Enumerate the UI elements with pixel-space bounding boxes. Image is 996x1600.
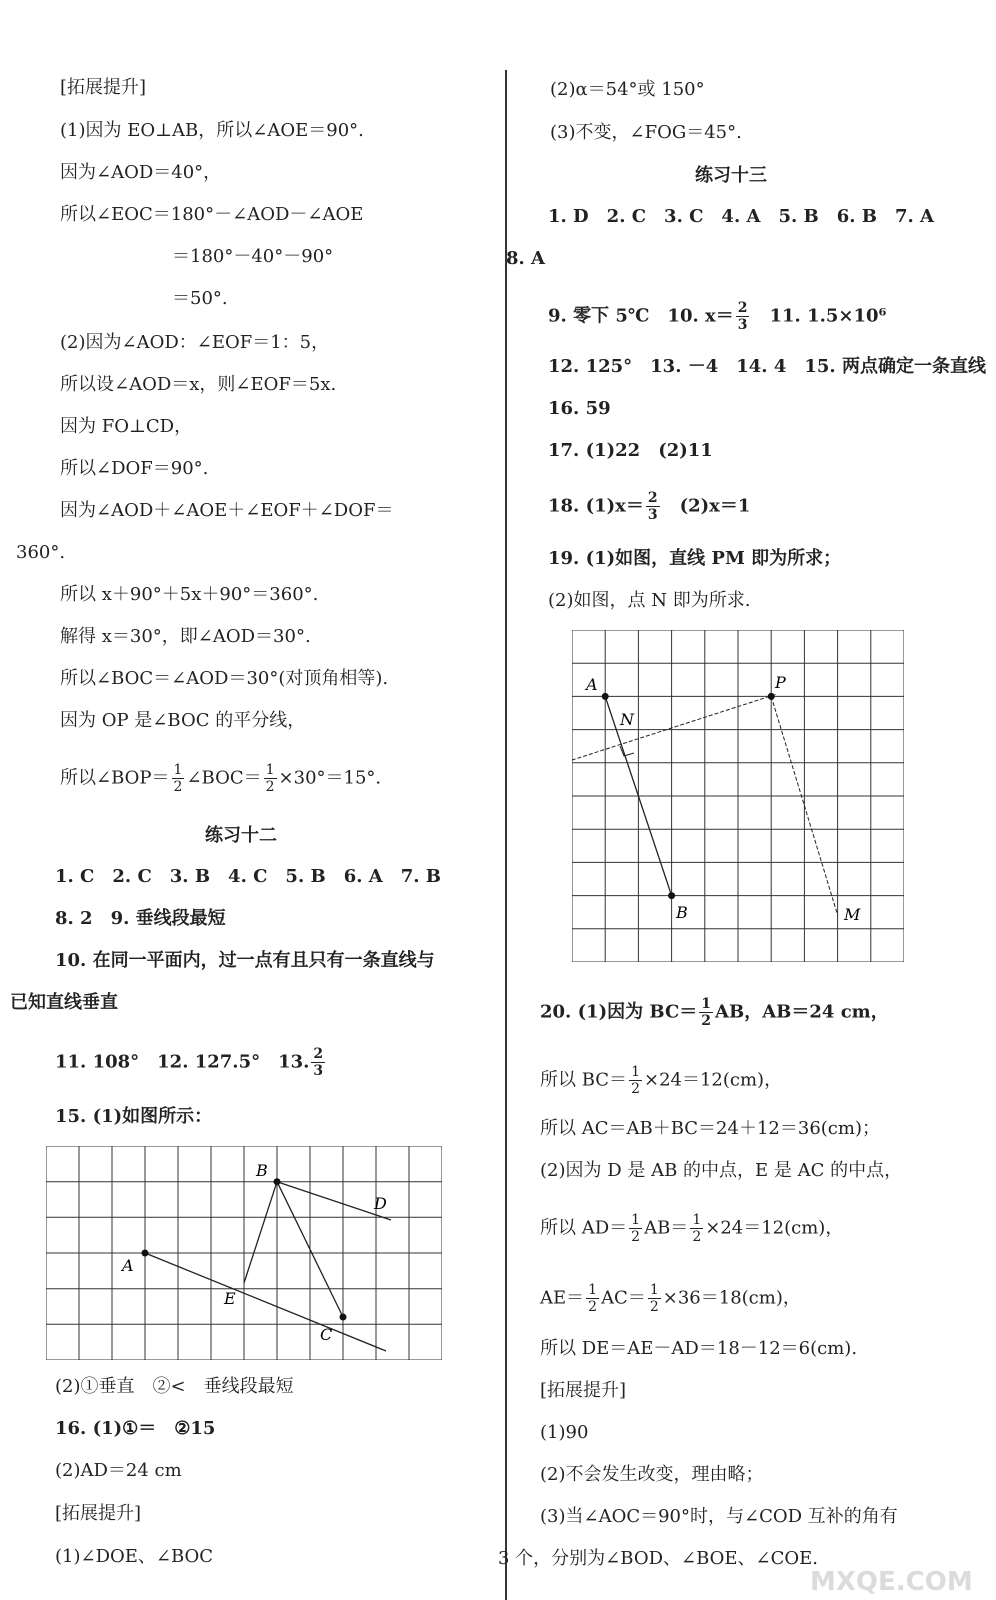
fraction [311,1046,325,1079]
label-P: P [775,673,786,692]
denominator: 2 [649,1299,659,1315]
extension-heading: [拓展提升] [55,1503,142,1524]
numerator: 1 [701,996,712,1012]
answer-line: 15. (1)如图所示： [55,1106,213,1127]
denominator: 2 [588,1299,598,1315]
text-line: (2)因为∠AOD：∠EOF＝1：5， [60,332,330,353]
numerator: 1 [649,1282,659,1298]
fraction [629,1064,642,1097]
point-C [340,1314,347,1321]
point-A [602,693,609,700]
text-line: 因为∠AOD＋∠AOE＋∠EOF＋∠DOF＝ [60,500,394,521]
text-line: (2)不会发生改变，理由略； [540,1464,764,1485]
text-segment: AE＝ [540,1287,585,1309]
text-segment: 所以 AD＝ [540,1217,628,1239]
denominator: 3 [737,317,748,333]
fraction [172,762,185,795]
answer-line-with-fraction [55,1046,327,1079]
point-B [274,1178,281,1185]
text-line: (3)当∠AOC＝90°时，与∠COD 互补的角有 [540,1506,898,1527]
numerator: 1 [631,1064,640,1080]
text-segment: 18. (1)x＝ [548,495,644,517]
grid-lines [46,1146,442,1360]
text-line: (2)如图，点 N 即为所求. [548,590,751,611]
answer-line-with-fraction [540,996,889,1029]
text-line: 3 个，分别为∠BOD、∠BOE、∠COE. [498,1548,819,1569]
answer-line: 已知直线垂直 [10,992,118,1013]
answer-line: 8. 2 9. 垂线段最短 [55,908,226,929]
text-line-with-fractions [540,1282,801,1315]
text-segment: ×24＝12(cm)， [643,1069,783,1091]
text-segment: 所以∠BOP＝ [60,767,170,789]
text-segment: AB＝ [644,1217,689,1239]
text-line: (2)①垂直 ②< 垂线段最短 [55,1376,294,1397]
text-line: 所以 DE＝AE－AD＝18－12＝6(cm). [540,1338,858,1359]
text-line: 因为 OP 是∠BOC 的平分线， [60,710,306,731]
label-N: N [620,710,634,729]
section-title-12: 练习十二 [205,825,277,846]
fraction [648,1282,661,1315]
denominator: 3 [647,507,658,523]
text-line: (1)90 [540,1422,589,1443]
denominator: 2 [631,1229,641,1245]
perpendicular-line [572,694,777,762]
segment-BE [244,1182,277,1283]
denominator: 2 [265,779,275,795]
text-segment: 9. 零下 5℃ 10. x＝ [548,305,734,327]
text-line: (3)不变，∠FOG＝45°. [550,122,742,143]
fraction [264,762,277,795]
figure-19-grid [572,630,904,962]
denominator: 3 [313,1063,324,1079]
text-line: (2)因为 D 是 AB 的中点，E 是 AC 的中点， [540,1160,903,1181]
numerator: 2 [647,490,658,506]
label-B: B [256,1161,268,1180]
fraction [629,1212,642,1245]
point-B [668,892,675,899]
figure-15-grid [46,1146,442,1360]
text-segment: (2)x＝1 [679,495,751,517]
point-A [142,1250,149,1257]
text-segment: 20. (1)因为 BC＝ [540,1001,698,1023]
denominator: 2 [173,779,183,795]
fraction [586,1282,599,1315]
denominator: 2 [692,1229,702,1245]
answer-line: 1. D 2. C 3. C 4. A 5. B 6. B 7. A [548,206,935,227]
numerator: 1 [588,1282,598,1298]
text-line: ＝50°. [172,288,228,309]
answer-line-with-fraction [548,490,750,523]
text-line: 所以∠BOC＝∠AOD＝30°(对顶角相等). [60,668,389,689]
fraction [646,490,660,523]
text-line: ＝180°－40°－90° [172,246,334,267]
text-line: 所以∠DOF＝90°. [60,458,209,479]
answer-line: 1. C 2. C 3. B 4. C 5. B 6. A 7. B [55,866,441,887]
text-line: 因为∠AOD＝40°， [60,162,222,183]
denominator: 2 [701,1013,712,1029]
text-segment: AB，AB＝24 cm， [715,1001,889,1023]
fraction [699,996,713,1029]
numerator: 2 [313,1046,324,1062]
text-line: 所以 AC＝AB＋BC＝24＋12＝36(cm)； [540,1118,880,1139]
text-line: (1)∠DOE、∠BOC [55,1546,214,1567]
numerator: 2 [737,300,748,316]
text-line: 所以设∠AOD＝x，则∠EOF＝5x. [60,374,337,395]
text-line: (2)α＝54°或 150° [550,79,705,100]
text-line-with-fractions [540,1212,843,1245]
text-segment: 11. 1.5×10⁶ [769,305,887,327]
column-divider [505,70,507,1600]
answer-line: 19. (1)如图，直线 PM 即为所求； [548,548,842,569]
text-line-with-fractions [60,762,381,795]
label-E: E [224,1289,236,1308]
extension-heading: [拓展提升] [60,77,147,98]
text-segment: ∠BOC＝ [186,767,262,789]
text-line: (2)AD＝24 cm [55,1460,182,1481]
answer-line: 16. (1)①＝ ②15 [55,1418,216,1439]
fraction [736,300,750,333]
watermark-logo [790,1510,990,1600]
text-line-with-fraction [540,1064,782,1097]
numerator: 1 [265,762,275,778]
text-segment: AC＝ [601,1287,646,1309]
label-M: M [844,905,861,924]
text-line: 360°. [16,542,66,563]
text-line: 因为 FO⊥CD， [60,416,193,437]
extension-heading: [拓展提升] [540,1380,627,1401]
text-line: 所以∠EOC＝180°－∠AOD－∠AOE [60,204,364,225]
text-line: (1)因为 EO⊥AB，所以∠AOE＝90°. [60,120,364,141]
fraction [690,1212,703,1245]
answer-line: 10. 在同一平面内，过一点有且只有一条直线与 [55,950,435,971]
label-A: A [122,1256,134,1275]
text-line: 所以 x＋90°＋5x＋90°＝360°. [60,584,319,605]
section-title-13: 练习十三 [695,165,767,186]
text-segment: ×24＝12(cm)， [705,1217,844,1239]
label-A: A [586,675,598,694]
text-segment: 11. 108° 12. 127.5° 13. [55,1051,310,1073]
numerator: 1 [173,762,183,778]
answer-line: 17. (1)22 (2)11 [548,440,713,461]
text-segment: 所以 BC＝ [540,1069,628,1091]
numerator: 1 [631,1212,641,1228]
text-segment: ×30°＝15°. [278,767,382,789]
answer-line-with-fraction [548,300,886,333]
answer-line: 16. 59 [548,398,611,419]
label-B: B [676,903,688,922]
answer-line: 12. 125° 13. －4 14. 4 15. 两点确定一条直线 [548,356,986,377]
text-segment: ×36＝18(cm)， [662,1287,801,1309]
watermark-text: MXQE.COM [810,1567,973,1597]
answer-line: 8. A [506,248,546,269]
label-C: C [320,1325,333,1344]
text-line: 解得 x＝30°，即∠AOD＝30°. [60,626,311,647]
point-P [768,693,775,700]
denominator: 2 [631,1081,640,1097]
line-AC [145,1253,386,1351]
numerator: 1 [692,1212,702,1228]
label-D: D [374,1194,387,1213]
